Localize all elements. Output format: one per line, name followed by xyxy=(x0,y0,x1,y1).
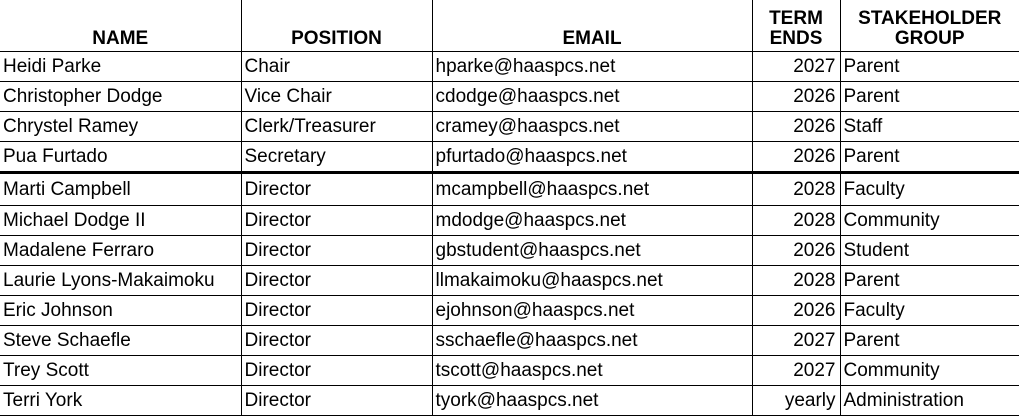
table-row xyxy=(0,326,1019,356)
member-name: Trey Scott xyxy=(0,356,241,386)
member-name: Eric Johnson xyxy=(0,296,241,326)
member-email: llmakaimoku@haaspcs.net xyxy=(432,266,752,296)
member-stakeholder-group: Community xyxy=(840,356,1019,386)
member-stakeholder-group: Student xyxy=(840,236,1019,266)
table-row xyxy=(0,236,1019,266)
member-term-ends: 2028 xyxy=(752,206,840,236)
member-term-ends: 2028 xyxy=(752,173,840,206)
member-position: Director xyxy=(241,266,432,296)
member-name: Terri York xyxy=(0,386,241,416)
column-header-term-ends: TERM ENDS xyxy=(752,0,840,52)
member-term-ends: 2027 xyxy=(752,356,840,386)
member-position: Clerk/Treasurer xyxy=(241,112,432,142)
table-row xyxy=(0,386,1019,416)
column-header-stakeholder-group: STAKEHOLDER GROUP xyxy=(840,0,1019,52)
member-stakeholder-group: Parent xyxy=(840,142,1019,173)
member-email: sschaefle@haaspcs.net xyxy=(432,326,752,356)
member-stakeholder-group: Community xyxy=(840,206,1019,236)
table-row xyxy=(0,206,1019,236)
table-row xyxy=(0,173,1019,206)
member-stakeholder-group: Parent xyxy=(840,326,1019,356)
member-term-ends: 2026 xyxy=(752,112,840,142)
member-name: Marti Campbell xyxy=(0,173,241,206)
member-term-ends: 2026 xyxy=(752,82,840,112)
column-header-email: EMAIL xyxy=(432,0,752,52)
member-position: Director xyxy=(241,236,432,266)
member-stakeholder-group: Staff xyxy=(840,112,1019,142)
table-row xyxy=(0,296,1019,326)
member-name: Madalene Ferraro xyxy=(0,236,241,266)
table-row xyxy=(0,82,1019,112)
table-row xyxy=(0,112,1019,142)
member-term-ends: 2027 xyxy=(752,52,840,82)
member-email: cramey@haaspcs.net xyxy=(432,112,752,142)
member-email: pfurtado@haaspcs.net xyxy=(432,142,752,173)
member-stakeholder-group: Parent xyxy=(840,52,1019,82)
member-email: gbstudent@haaspcs.net xyxy=(432,236,752,266)
member-position: Director xyxy=(241,173,432,206)
member-name: Pua Furtado xyxy=(0,142,241,173)
member-email: tscott@haaspcs.net xyxy=(432,356,752,386)
member-term-ends: 2027 xyxy=(752,326,840,356)
member-stakeholder-group: Administration xyxy=(840,386,1019,416)
member-email: tyork@haaspcs.net xyxy=(432,386,752,416)
member-term-ends: 2026 xyxy=(752,236,840,266)
member-term-ends: yearly xyxy=(752,386,840,416)
member-name: Steve Schaefle xyxy=(0,326,241,356)
member-stakeholder-group: Faculty xyxy=(840,173,1019,206)
member-term-ends: 2026 xyxy=(752,296,840,326)
member-term-ends: 2028 xyxy=(752,266,840,296)
member-position: Director xyxy=(241,386,432,416)
member-name: Chrystel Ramey xyxy=(0,112,241,142)
table-row xyxy=(0,356,1019,386)
member-position: Director xyxy=(241,206,432,236)
member-term-ends: 2026 xyxy=(752,142,840,173)
member-name: Laurie Lyons-Makaimoku xyxy=(0,266,241,296)
member-email: ejohnson@haaspcs.net xyxy=(432,296,752,326)
member-position: Director xyxy=(241,326,432,356)
member-stakeholder-group: Faculty xyxy=(840,296,1019,326)
member-position: Director xyxy=(241,356,432,386)
member-name: Heidi Parke xyxy=(0,52,241,82)
member-position: Chair xyxy=(241,52,432,82)
member-stakeholder-group: Parent xyxy=(840,82,1019,112)
member-stakeholder-group: Parent xyxy=(840,266,1019,296)
member-email: cdodge@haaspcs.net xyxy=(432,82,752,112)
member-name: Christopher Dodge xyxy=(0,82,241,112)
table-row xyxy=(0,266,1019,296)
member-name: Michael Dodge II xyxy=(0,206,241,236)
table-row xyxy=(0,52,1019,82)
member-position: Director xyxy=(241,296,432,326)
column-header-position: POSITION xyxy=(241,0,432,52)
member-email: mcampbell@haaspcs.net xyxy=(432,173,752,206)
member-position: Vice Chair xyxy=(241,82,432,112)
header-row xyxy=(0,0,1019,52)
column-header-name: NAME xyxy=(0,0,241,52)
member-email: hparke@haaspcs.net xyxy=(432,52,752,82)
table-row xyxy=(0,142,1019,173)
member-position: Secretary xyxy=(241,142,432,173)
member-email: mdodge@haaspcs.net xyxy=(432,206,752,236)
